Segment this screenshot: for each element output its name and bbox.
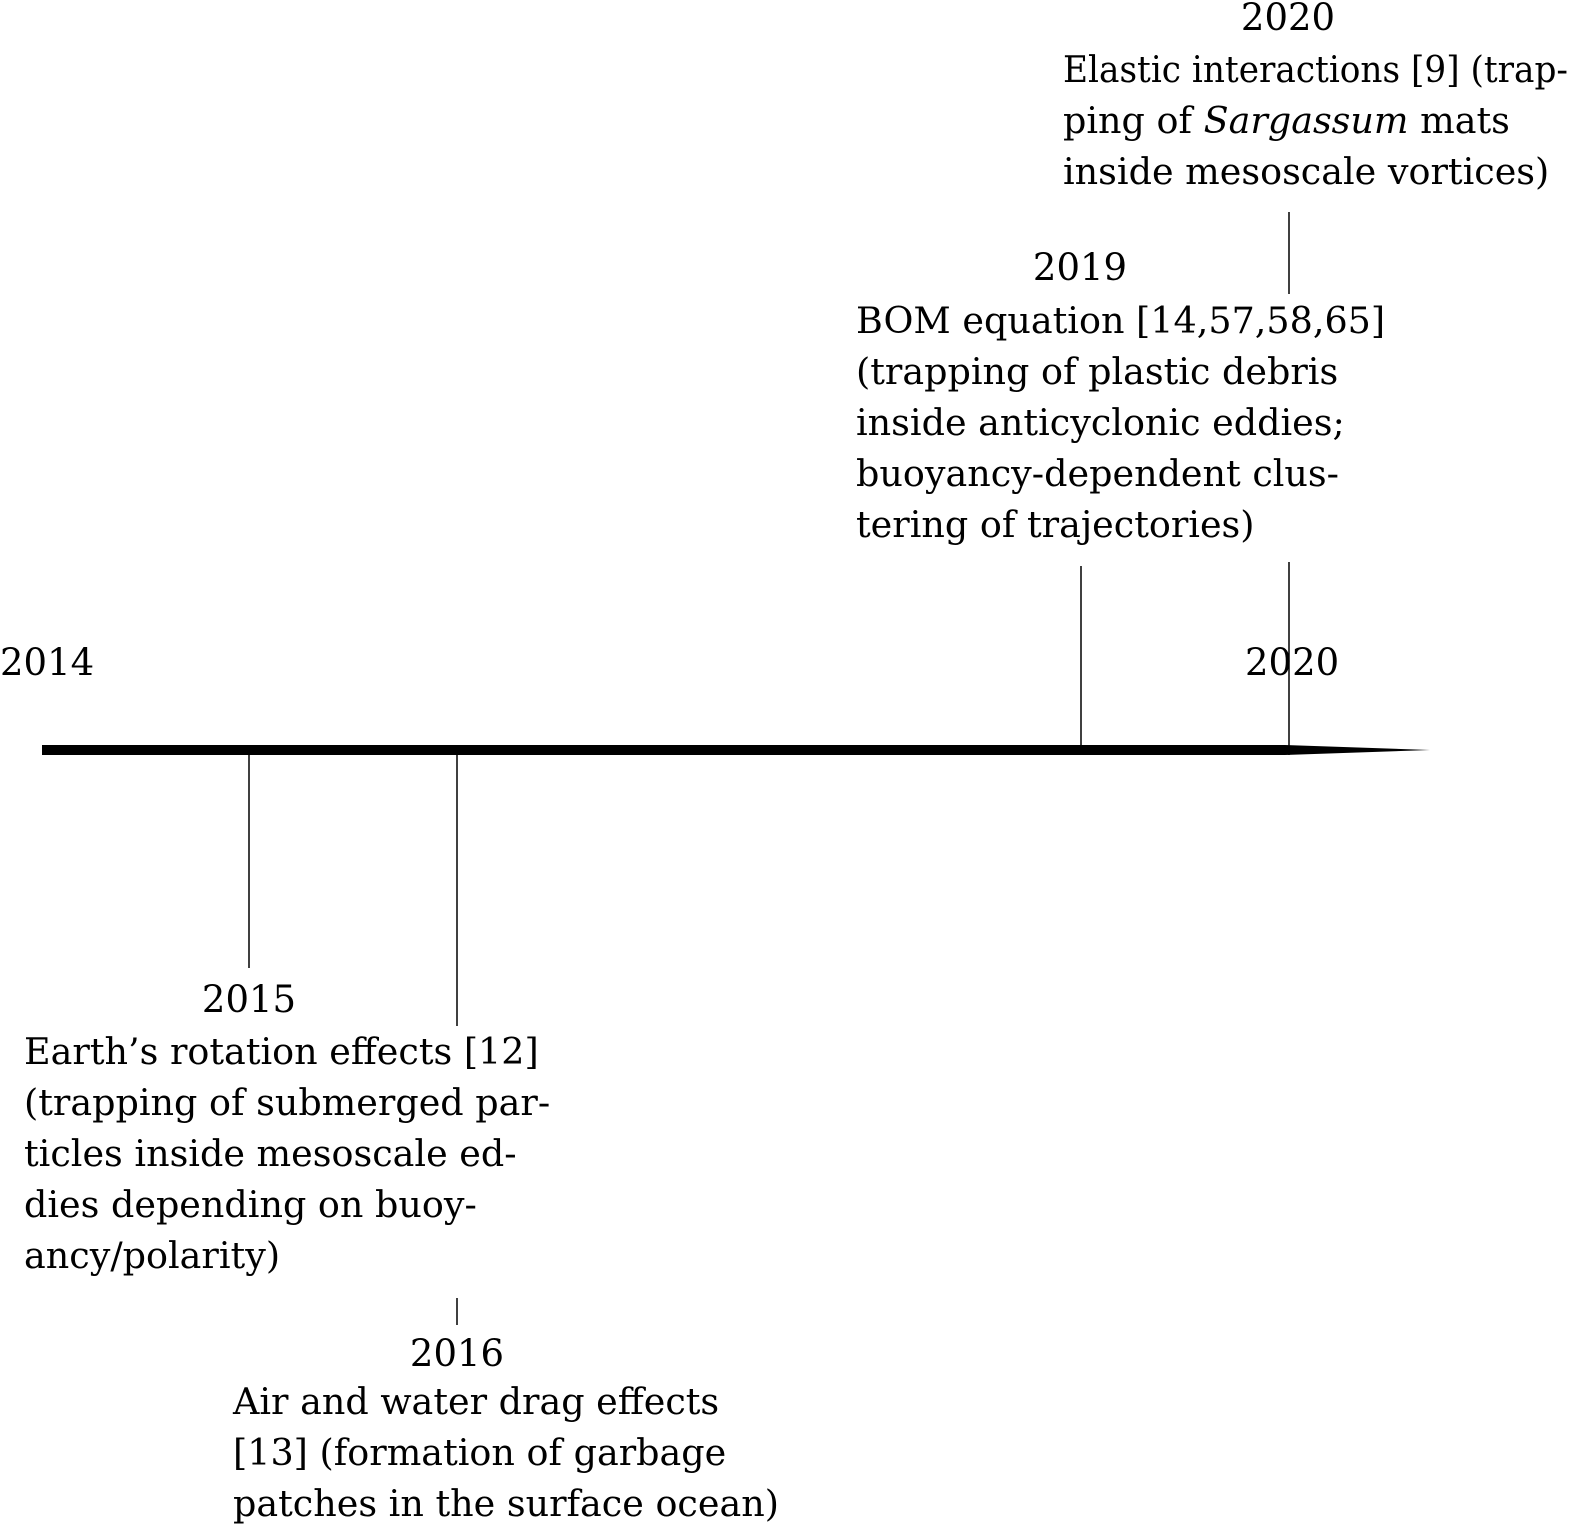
event-text-line: ancy/polarity) [24,1234,281,1277]
event-year: 2016 [409,1332,505,1375]
event-text-line: buoyancy-dependent clus- [856,452,1340,495]
event-text-line: (trapping of submerged par- [24,1081,551,1124]
event-year: 2019 [1032,246,1128,289]
timeline-start-label: 2014 [0,641,95,684]
event-text-line: dies depending on buoy- [24,1183,477,1226]
event-text-line: (trapping of plastic debris [856,350,1339,393]
event-text-line: [13] (formation of garbage [233,1431,727,1474]
event-year: 2015 [201,978,297,1021]
event-text-line: patches in the surface ocean) [233,1482,779,1525]
event-text-line: BOM equation [14,57,58,65] [856,299,1386,342]
event-text-line: tering of trajectories) [856,503,1255,546]
event-text-line: inside mesoscale vortices) [1063,150,1550,193]
timeline-axis [42,745,1430,755]
event-2015 [24,755,550,1277]
event-text-line: inside anticyclonic eddies; [856,401,1345,444]
event-text-line: ping of Sargassum mats [1063,99,1510,142]
event-text-line: Earth’s rotation effects [12] [24,1030,539,1073]
timeline-end-label: 2020 [1245,641,1340,684]
event-text-line: ticles inside mesoscale ed- [24,1132,517,1175]
event-year: 2020 [1240,0,1336,39]
event-text-line: Elastic interactions [9] (trap- [1063,48,1568,91]
event-text-line: Air and water drag effects [233,1380,720,1423]
